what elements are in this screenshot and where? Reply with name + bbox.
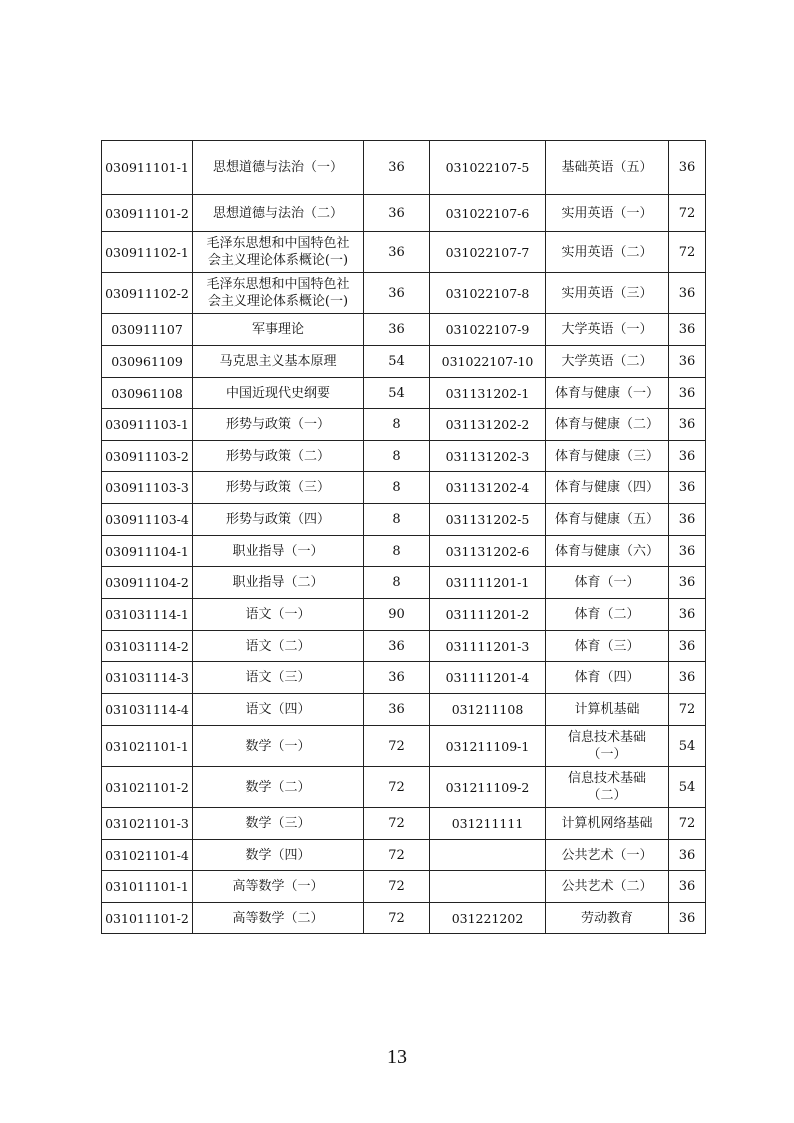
table-row: [102, 314, 706, 346]
table-row: [102, 378, 706, 409]
course-hours-right: 36: [669, 378, 706, 409]
course-hours-right: 36: [669, 840, 706, 871]
course-name-right: 体育与健康（二）: [546, 409, 669, 441]
course-hours-left: 36: [364, 631, 430, 662]
course-name-right: 体育与健康（三）: [546, 441, 669, 472]
course-name-left: 数学（三）: [193, 808, 364, 840]
course-code-right: 031211109-2: [430, 767, 546, 808]
course-hours-left: 8: [364, 536, 430, 567]
course-name-left: 高等数学（一）: [193, 871, 364, 903]
course-hours-left: 72: [364, 840, 430, 871]
course-code-right: 031022107-8: [430, 273, 546, 314]
course-code-left: 031011101-1: [102, 871, 193, 903]
table-row: [102, 441, 706, 472]
course-code-left: 030911102-1: [102, 232, 193, 273]
course-code-right: 031022107-7: [430, 232, 546, 273]
course-name-right: 实用英语（三）: [546, 273, 669, 314]
course-code-left: 031031114-4: [102, 694, 193, 726]
table-row: [102, 726, 706, 767]
course-hours-right: 36: [669, 504, 706, 536]
course-hours-right: 36: [669, 567, 706, 599]
course-hours-left: 36: [364, 662, 430, 694]
course-hours-right: 36: [669, 314, 706, 346]
course-table: [101, 140, 706, 934]
course-code-right: 031211108: [430, 694, 546, 726]
course-code-right: 031111201-4: [430, 662, 546, 694]
course-name-left: 数学（二）: [193, 767, 364, 808]
course-hours-right: 36: [669, 273, 706, 314]
table-row: [102, 903, 706, 934]
course-name-left: 数学（四）: [193, 840, 364, 871]
course-hours-right: 36: [669, 662, 706, 694]
course-name-right: 公共艺术（一）: [546, 840, 669, 871]
course-name-left: 马克思主义基本原理: [193, 346, 364, 378]
course-code-right: [430, 871, 546, 903]
table-row: [102, 599, 706, 631]
course-hours-right: 72: [669, 232, 706, 273]
course-hours-left: 36: [364, 694, 430, 726]
course-hours-right: 54: [669, 767, 706, 808]
course-name-right: 大学英语（一）: [546, 314, 669, 346]
course-hours-right: 36: [669, 409, 706, 441]
table-row: [102, 273, 706, 314]
course-code-left: 030911104-1: [102, 536, 193, 567]
course-code-right: 031022107-10: [430, 346, 546, 378]
course-code-left: 030911103-2: [102, 441, 193, 472]
table-row: [102, 694, 706, 726]
course-code-right: 031022107-9: [430, 314, 546, 346]
course-code-left: 031021101-2: [102, 767, 193, 808]
course-name-left: 毛泽东思想和中国特色社 会主义理论体系概论(一): [193, 232, 364, 273]
course-code-left: 030911103-3: [102, 472, 193, 504]
course-code-left: 030911103-4: [102, 504, 193, 536]
table-row: [102, 472, 706, 504]
course-name-left: 中国近现代史纲要: [193, 378, 364, 409]
course-name-left: 形势与政策（二）: [193, 441, 364, 472]
course-code-right: 031131202-6: [430, 536, 546, 567]
course-hours-left: 36: [364, 273, 430, 314]
course-hours-right: 36: [669, 346, 706, 378]
table-body: [102, 141, 706, 934]
course-code-left: 030911102-2: [102, 273, 193, 314]
course-hours-left: 8: [364, 567, 430, 599]
course-name-right: 劳动教育: [546, 903, 669, 934]
course-code-left: 031031114-1: [102, 599, 193, 631]
course-name-left: 军事理论: [193, 314, 364, 346]
course-name-left: 高等数学（二）: [193, 903, 364, 934]
course-code-left: 031031114-2: [102, 631, 193, 662]
course-code-right: 031022107-5: [430, 141, 546, 195]
course-code-right: 031211111: [430, 808, 546, 840]
course-name-left: 语文（二）: [193, 631, 364, 662]
course-hours-left: 54: [364, 346, 430, 378]
course-hours-right: 72: [669, 808, 706, 840]
course-name-right: 体育（四）: [546, 662, 669, 694]
course-hours-left: 8: [364, 441, 430, 472]
course-name-left: 职业指导（一）: [193, 536, 364, 567]
course-hours-right: 72: [669, 195, 706, 232]
course-name-left: 语文（三）: [193, 662, 364, 694]
course-code-right: 031131202-4: [430, 472, 546, 504]
course-code-left: 031021101-4: [102, 840, 193, 871]
course-code-left: 030911103-1: [102, 409, 193, 441]
course-hours-left: 72: [364, 871, 430, 903]
course-code-right: 031111201-1: [430, 567, 546, 599]
course-name-right: 计算机网络基础: [546, 808, 669, 840]
course-name-left: 毛泽东思想和中国特色社 会主义理论体系概论(一): [193, 273, 364, 314]
course-code-left: 031031114-3: [102, 662, 193, 694]
course-name-right: 体育与健康（六）: [546, 536, 669, 567]
course-hours-right: 36: [669, 631, 706, 662]
course-hours-left: 72: [364, 903, 430, 934]
course-code-left: 030911101-1: [102, 141, 193, 195]
course-code-left: 030911104-2: [102, 567, 193, 599]
course-name-left: 思想道德与法治（二）: [193, 195, 364, 232]
course-code-right: 031131202-2: [430, 409, 546, 441]
course-name-right: 计算机基础: [546, 694, 669, 726]
course-name-left: 形势与政策（三）: [193, 472, 364, 504]
course-name-left: 数学（一）: [193, 726, 364, 767]
course-hours-left: 36: [364, 232, 430, 273]
table-row: [102, 536, 706, 567]
course-hours-left: 36: [364, 141, 430, 195]
course-name-left: 形势与政策（四）: [193, 504, 364, 536]
course-hours-left: 8: [364, 409, 430, 441]
course-hours-left: 36: [364, 314, 430, 346]
course-hours-left: 72: [364, 767, 430, 808]
course-hours-left: 72: [364, 726, 430, 767]
table-row: [102, 662, 706, 694]
course-code-left: 031021101-1: [102, 726, 193, 767]
course-code-left: 030961108: [102, 378, 193, 409]
course-code-left: 031011101-2: [102, 903, 193, 934]
course-name-right: 大学英语（二）: [546, 346, 669, 378]
table-row: [102, 504, 706, 536]
course-hours-right: 36: [669, 599, 706, 631]
course-name-right: 信息技术基础 （二）: [546, 767, 669, 808]
course-code-left: 030961109: [102, 346, 193, 378]
table-row: [102, 840, 706, 871]
course-hours-left: 8: [364, 504, 430, 536]
course-name-right: 体育（三）: [546, 631, 669, 662]
course-hours-right: 72: [669, 694, 706, 726]
course-code-right: [430, 840, 546, 871]
course-name-right: 实用英语（一）: [546, 195, 669, 232]
table-row: [102, 871, 706, 903]
course-hours-left: 54: [364, 378, 430, 409]
course-hours-right: 54: [669, 726, 706, 767]
course-code-left: 030911107: [102, 314, 193, 346]
course-name-left: 形势与政策（一）: [193, 409, 364, 441]
course-code-right: 031111201-2: [430, 599, 546, 631]
course-name-right: 体育与健康（五）: [546, 504, 669, 536]
course-name-left: 语文（四）: [193, 694, 364, 726]
course-name-left: 思想道德与法治（一）: [193, 141, 364, 195]
table-row: [102, 767, 706, 808]
page-number: 13: [387, 1046, 407, 1068]
course-name-right: 公共艺术（二）: [546, 871, 669, 903]
table-row: [102, 808, 706, 840]
table-row: [102, 195, 706, 232]
table-row: [102, 567, 706, 599]
course-hours-left: 8: [364, 472, 430, 504]
course-code-left: 031021101-3: [102, 808, 193, 840]
course-hours-right: 36: [669, 871, 706, 903]
course-name-right: 信息技术基础 （一）: [546, 726, 669, 767]
table-row: [102, 631, 706, 662]
course-code-right: 031211109-1: [430, 726, 546, 767]
course-code-right: 031221202: [430, 903, 546, 934]
course-code-right: 031022107-6: [430, 195, 546, 232]
course-name-right: 体育（一）: [546, 567, 669, 599]
course-code-right: 031131202-5: [430, 504, 546, 536]
course-hours-right: 36: [669, 141, 706, 195]
course-code-left: 030911101-2: [102, 195, 193, 232]
course-hours-right: 36: [669, 536, 706, 567]
course-hours-left: 36: [364, 195, 430, 232]
table-row: [102, 409, 706, 441]
course-hours-left: 90: [364, 599, 430, 631]
table-row: [102, 346, 706, 378]
course-hours-right: 36: [669, 441, 706, 472]
course-name-right: 基础英语（五）: [546, 141, 669, 195]
course-code-right: 031111201-3: [430, 631, 546, 662]
course-name-left: 职业指导（二）: [193, 567, 364, 599]
table-row: [102, 141, 706, 195]
course-name-right: 实用英语（二）: [546, 232, 669, 273]
course-name-left: 语文（一）: [193, 599, 364, 631]
course-hours-left: 72: [364, 808, 430, 840]
course-name-right: 体育与健康（一）: [546, 378, 669, 409]
course-code-right: 031131202-3: [430, 441, 546, 472]
course-name-right: 体育（二）: [546, 599, 669, 631]
table-row: [102, 232, 706, 273]
course-hours-right: 36: [669, 472, 706, 504]
course-name-right: 体育与健康（四）: [546, 472, 669, 504]
course-code-right: 031131202-1: [430, 378, 546, 409]
course-hours-right: 36: [669, 903, 706, 934]
